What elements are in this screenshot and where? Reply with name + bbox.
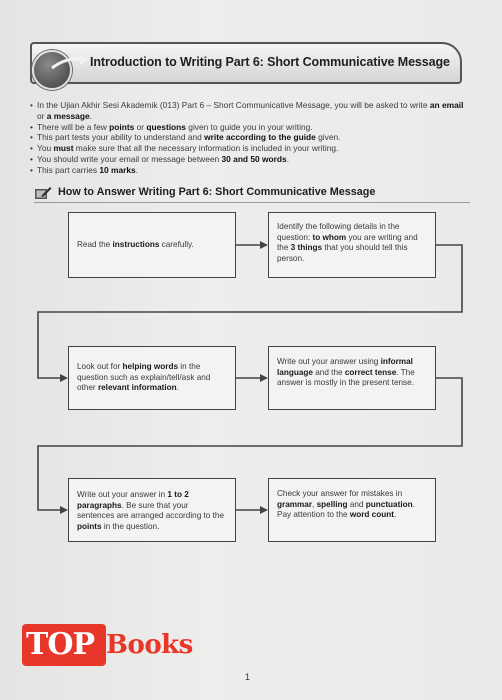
intro-bullet: • In the Ujian Akhir Sesi Akademik (013) Part 6 – Short Communicative Message, you will be asked to write an email or a message. (30, 100, 470, 122)
step-text: Check your answer for mistakes in grammar, spelling and punctuation. Pay attention to the word count. (277, 489, 415, 520)
step-box-4 (268, 346, 436, 410)
intro-bullet: • This part carries 10 marks. (30, 165, 470, 176)
step-box-6 (268, 478, 436, 542)
step-text: Identify the following details in the question: to whom you are writing and the 3 things that you should tell this person. (277, 222, 418, 263)
intro-bullet-list (30, 100, 470, 176)
section-title: How to Answer Writing Part 6: Short Communicative Message (58, 186, 376, 198)
topbooks-logo (12, 624, 202, 666)
step-text: Write out your answer using informal language and the correct tense. The answer is mostly in the present tense. (277, 357, 415, 388)
step-box-5 (68, 478, 236, 542)
page-title: Introduction to Writing Part 6: Short Communicative Message (90, 55, 450, 69)
step-text: Read the instructions carefully. (77, 239, 194, 249)
intro-bullet: • This part tests your ability to understand and write according to the guide given. (30, 132, 470, 143)
step-box-1 (68, 212, 236, 278)
logo-top-text: TOP (26, 627, 95, 662)
step-text: Write out your answer in 1 to 2 paragraphs. Be sure that your sentences are arranged according to the points in the question. (77, 490, 225, 531)
intro-bullet: • There will be a few points or questions given to guide you in your writing. (30, 122, 470, 133)
section-divider (34, 202, 470, 203)
intro-bullet: • You should write your email or message between 30 and 50 words. (30, 154, 470, 165)
page-number: 1 (245, 672, 251, 682)
notebook-pencil-icon (34, 186, 52, 200)
arrow-icon (50, 54, 90, 74)
step-box-3 (68, 346, 236, 410)
logo-books-text: Books (106, 630, 193, 660)
step-text: Look out for helping words in the question such as explain/tell/ask and other relevant information. (77, 362, 211, 393)
intro-bullet: • You must make sure that all the necessary information is included in your writing. (30, 143, 470, 154)
step-box-2 (268, 212, 436, 278)
